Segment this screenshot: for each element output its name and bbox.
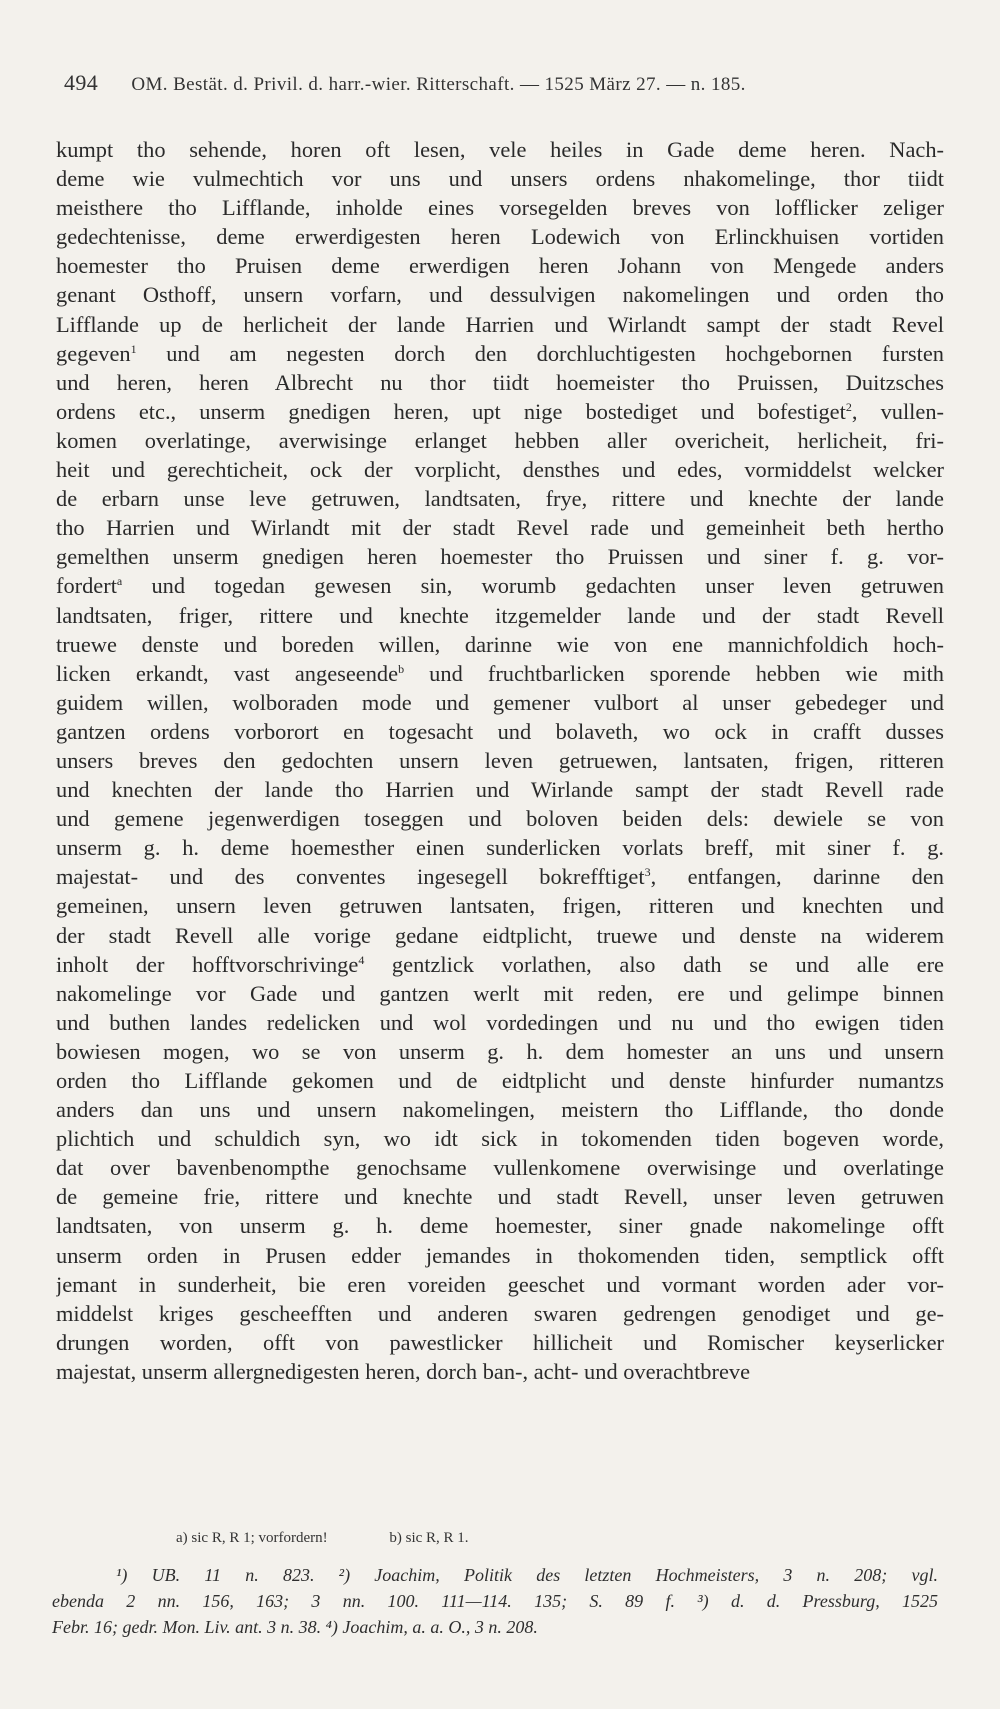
text-line: ordens etc., unserm gnedigen heren, upt nige bostediget und bofestiget$^2$, vullen- xyxy=(56,398,944,424)
text-line: gantzen ordens vorborort en togesacht und bolaveth, wo ock in crafft dusses xyxy=(56,718,944,744)
text-line: der stadt Revell alle vorige gedane eidtplicht, truewe und denste na widerem xyxy=(56,922,944,948)
text-line: de erbarn unse leve getruwen, landtsaten, frye, rittere und knechte der lande xyxy=(56,486,944,512)
text-line: drungen worden, offt von pawestlicker hillicheit und Romischer keyserlicker xyxy=(56,1329,944,1355)
text-line: gemelthen unserm gnedigen heren hoemester tho Pruissen und siner f. g. vor- xyxy=(56,544,944,570)
text-line: hoemester tho Pruisen deme erwerdigen heren Johann von Mengede anders xyxy=(56,253,944,279)
note-marker: 3 xyxy=(644,865,651,880)
text-line: gegeven$^1$ und am negesten dorch den dorchluchtigesten hochgebornen fursten xyxy=(56,340,944,366)
text-line: bowiesen mogen, wo se von unserm g. h. dem homester an uns und unsern xyxy=(56,1038,944,1064)
text-line: landtsaten, friger, rittere und knechte itzgemelder lande und der stadt Revell xyxy=(56,602,944,628)
text-line: landtsaten, von unserm g. h. deme hoemester, siner gnade nakomelinge offt xyxy=(56,1213,944,1239)
text-line: unserm orden in Prusen edder jemandes in thokomenden tiden, semptlick offt xyxy=(56,1242,944,1268)
text-line: anders dan uns und unsern nakomelingen, meistern tho Lifflande, tho donde xyxy=(56,1097,944,1123)
text-line: licken erkandt, vast angeseende$^b$ und fruchtbarlicken sporende hebben wie mith xyxy=(56,660,944,686)
note-b: b) sic R, R 1. xyxy=(389,1530,469,1546)
text-line: de gemeine frie, rittere und knechte und stadt Revell, unser leven getruwen xyxy=(56,1184,944,1210)
text-line: und knechten der lande tho Harrien und Wirlande sampt der stadt Revell rade xyxy=(56,777,944,803)
footnotes xyxy=(52,1562,938,1640)
running-title: OM. Bestät. d. Privil. d. harr.-wier. Ritterschaft. — 1525 März 27. — n. 185. xyxy=(131,74,746,95)
text-line: heit und gerechticheit, ock der vorplicht, densthes und edes, vormiddelst welcker xyxy=(56,457,944,483)
text-line: komen overlatinge, averwisinge erlanget hebben aller overicheit, herlicheit, fri- xyxy=(56,427,944,453)
text-line: kumpt tho sehende, horen oft lesen, vele heiles in Gade deme heren. Nach- xyxy=(56,137,944,162)
running-header xyxy=(64,70,944,96)
footnote-line: ¹) UB. 11 n. 823. ²) Joachim, Politik des letzten Hochmeisters, 3 n. 208; vgl. xyxy=(116,1565,938,1585)
text-line: nakomelinge vor Gade und gantzen werlt mit reden, ere und gelimpe binnen xyxy=(56,980,944,1006)
note-marker: b xyxy=(398,661,405,676)
text-line: majestat, unserm allergnedigesten heren, dorch ban-, acht- und overachtbreve xyxy=(56,1358,751,1384)
text-line: orden tho Lifflande gekomen und de eidtplicht und denste hinfurder numantzs xyxy=(56,1068,944,1093)
text-line: plichtich und schuldich syn, wo idt sick in tokomenden tiden bogeven worde, xyxy=(56,1126,944,1152)
text-line: tho Harrien und Wirlandt mit der stadt Revel rade und gemeinheit beth hertho xyxy=(56,515,944,541)
text-line: Lifflande up de herlicheit der lande Harrien und Wirlandt sampt der stadt Revel xyxy=(56,311,944,337)
text-line: majestat- und des conventes ingesegell bokrefftiget$^3$, entfangen, darinne den xyxy=(56,864,944,890)
page-number: 494 xyxy=(64,70,99,95)
text-line: dat over bavenbenompthe genochsame vullenkomene overwisinge und overlatinge xyxy=(56,1155,944,1181)
text-line: fordert$^a$ und togedan gewesen sin, worumb gedachten unser leven getruwen xyxy=(56,573,944,599)
note-marker: 1 xyxy=(130,341,137,356)
text-line: unsers breves den gedochten unsern leven getruewen, lantsaten, frigen, ritteren xyxy=(56,747,944,773)
note-marker: 4 xyxy=(358,952,365,967)
text-line: deme wie vulmechtich vor uns und unsers ordens nhakomelinge, thor tiidt xyxy=(56,166,944,192)
text-line: gemeinen, unsern leven getruwen lantsaten, frigen, ritteren und knechten und xyxy=(56,893,944,919)
text-line: und heren, heren Albrecht nu thor tiidt hoemeister tho Pruissen, Duitzsches xyxy=(56,369,944,395)
text-line: und buthen landes redelicken und wol vordedingen und nu und tho ewigen tiden xyxy=(56,1009,944,1035)
text-line: meisthere tho Lifflande, inholde eines vorsegelden breves von lofflicker zeliger xyxy=(56,195,944,221)
text-line: inholt der hofftvorschrivinge$^4$ gentzlick vorlathen, also dath se und alle ere xyxy=(56,951,944,977)
footnote-line: Febr. 16; gedr. Mon. Liv. ant. 3 n. 38. ⁴) Joachim, a. a. O., 3 n. 208. xyxy=(52,1617,538,1637)
main-text xyxy=(56,135,944,1386)
note-marker: a xyxy=(116,574,123,589)
text-line: gedechtenisse, deme erwerdigesten heren Lodewich von Erlinckhuisen vortiden xyxy=(56,224,944,250)
text-critical-notes xyxy=(176,1530,876,1547)
text-line: truewe denste und boreden willen, darinne wie von ene mannichfoldich hoch- xyxy=(56,631,944,657)
note-a: a) sic R, R 1; vorfordern! xyxy=(176,1530,328,1546)
text-line: guidem willen, wolboraden mode und gemener vulbort al unser gebedeger und xyxy=(56,689,944,715)
footnote-line: ebenda 2 nn. 156, 163; 3 nn. 100. 111—114. 135; S. 89 f. ³) d. d. Pressburg, 1525 xyxy=(52,1591,938,1611)
note-marker: 2 xyxy=(845,399,852,414)
text-line: jemant in sunderheit, bie eren voreiden geeschet und vormant worden ader vor- xyxy=(56,1271,944,1297)
text-line: und gemene jegenwerdigen toseggen und boloven beiden dels: dewiele se von xyxy=(56,806,944,832)
text-line: unserm g. h. deme hoemesther einen sunderlicken vorlats breff, mit siner f. g. xyxy=(56,835,944,861)
text-line: middelst kriges gescheefften und anderen swaren gedrengen genodiget und ge- xyxy=(56,1300,944,1326)
text-line: genant Osthoff, unsern vorfarn, und dessulvigen nakomelingen und orden tho xyxy=(56,282,944,308)
